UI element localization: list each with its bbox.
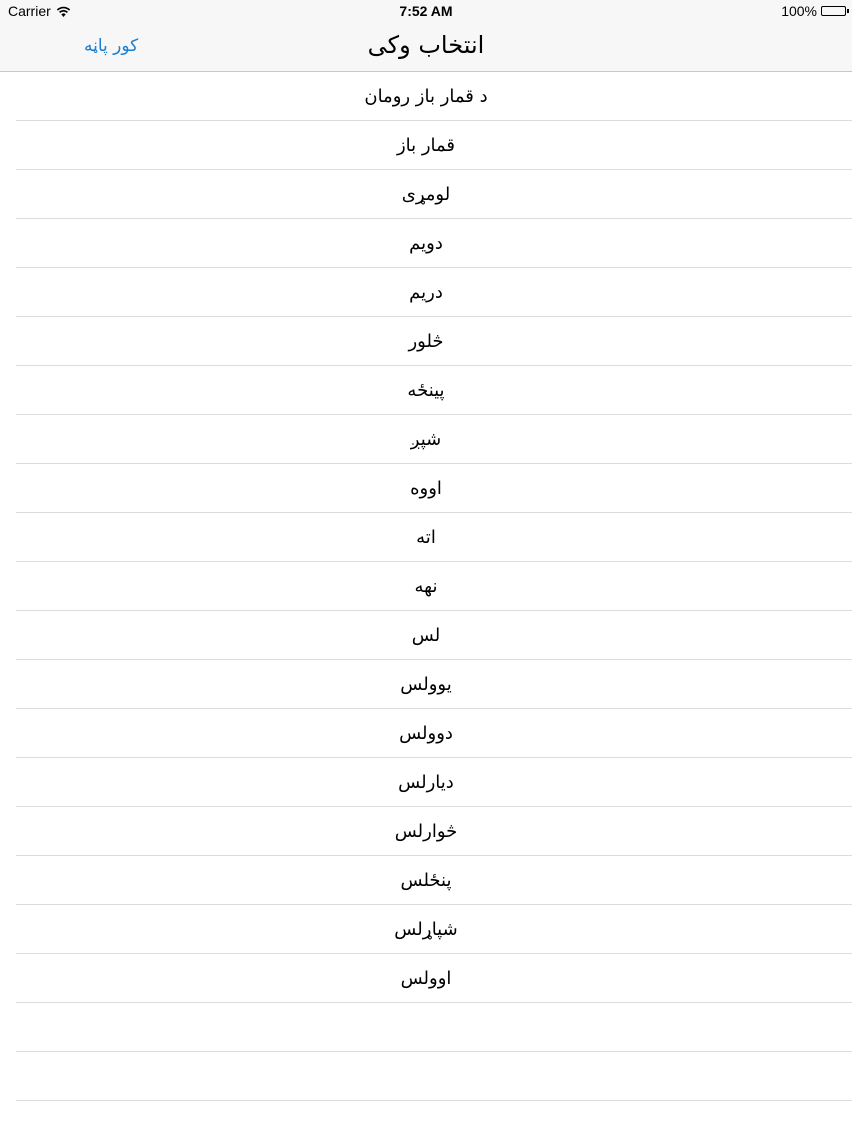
empty-row bbox=[0, 1003, 852, 1052]
list-item[interactable]: پنځلس bbox=[0, 856, 852, 905]
list-item[interactable]: قمار باز bbox=[0, 121, 852, 170]
list-item[interactable]: دریم bbox=[0, 268, 852, 317]
battery-indicator bbox=[781, 3, 846, 19]
status-time: 7:52 AM bbox=[399, 3, 453, 19]
list-item[interactable]: شپږ bbox=[0, 415, 852, 464]
list-item[interactable]: پینځه bbox=[0, 366, 852, 415]
list-item[interactable]: څوارلس bbox=[0, 807, 852, 856]
home-page-button[interactable]: کور پاڼه bbox=[84, 36, 139, 56]
list-item[interactable]: د قمار باز رومان bbox=[0, 72, 852, 121]
carrier-label: Carrier bbox=[8, 3, 51, 19]
list-item[interactable]: دیارلس bbox=[0, 758, 852, 807]
battery-icon bbox=[821, 6, 846, 16]
status-bar bbox=[0, 0, 852, 24]
wiki-list bbox=[0, 72, 852, 1003]
list-item[interactable]: دویم bbox=[0, 219, 852, 268]
list-item[interactable]: شپاړلس bbox=[0, 905, 852, 954]
list-item[interactable]: دوولس bbox=[0, 709, 852, 758]
battery-percent: 100% bbox=[781, 3, 817, 19]
page-title: انتخاب وکی bbox=[367, 31, 485, 59]
list-item[interactable]: نهه bbox=[0, 562, 852, 611]
list-item[interactable]: لس bbox=[0, 611, 852, 660]
list-item[interactable]: اته bbox=[0, 513, 852, 562]
empty-row bbox=[0, 1052, 852, 1101]
list-item[interactable]: اوولس bbox=[0, 954, 852, 1003]
list-item[interactable]: څلور bbox=[0, 317, 852, 366]
list-item[interactable]: لومړی bbox=[0, 170, 852, 219]
navigation-bar bbox=[0, 24, 852, 72]
list-item[interactable]: یوولس bbox=[0, 660, 852, 709]
list-item[interactable]: اووه bbox=[0, 464, 852, 513]
